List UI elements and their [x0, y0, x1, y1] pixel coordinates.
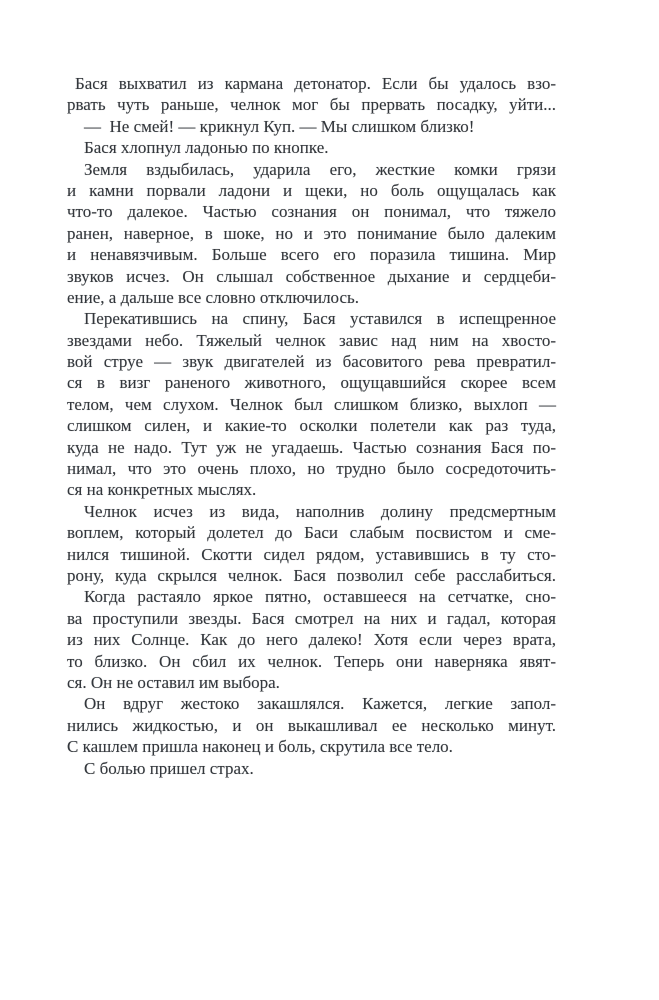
text-line: С кашлем пришла наконец и боль, скрутила все тело. [67, 737, 453, 757]
text-line: Он вдруг жестоко закашлялся. Кажется, легкие запол- [84, 694, 556, 714]
text-line: то близко. Он сбил их челнок. Теперь они наверняка явят- [67, 651, 556, 671]
text-line: звездами небо. Тяжелый челнок завис над ним на хвосто- [67, 330, 556, 350]
text-line: нимал, что это очень плохо, но трудно было сосредоточить- [67, 459, 556, 479]
text-line: ся на конкретных мыслях. [67, 480, 257, 500]
text-line: и ненавязчивым. Больше всего его поразила тишина. Мир [67, 245, 556, 265]
text-line: воплем, который долетел до Баси слабым посвистом и сме- [67, 523, 556, 543]
text-line: Челнок исчез из вида, наполнив долину предсмертным [84, 501, 556, 521]
text-line: нился тишиной. Скотти сидел рядом, уставившись в ту сто- [67, 544, 556, 564]
text-line: слишком силен, и какие-то осколки полетели как раз туда, [67, 416, 556, 436]
text-line: ранен, наверное, в шоке, но и это понимание было далеким [67, 223, 556, 243]
text-line: что-то далекое. Частью сознания он понимал, что тяжело [67, 202, 556, 222]
text-line: Бася выхватил из кармана детонатор. Если бы удалось взо- [75, 74, 556, 93]
text-line: телом, чем слухом. Челнок был слишком близко, выхлоп — [67, 394, 556, 414]
text-line: рвать чуть раньше, челнок мог бы прервать посадку, уйти... [67, 95, 556, 115]
text-line: куда не надо. Тут уж не угадаешь. Частью сознания Бася по- [67, 437, 556, 457]
text-line: из них Солнце. Как до него далеко! Хотя если через врата, [67, 630, 556, 650]
text-line: — Не смей! — крикнул Куп. — Мы слишком близко! [84, 116, 475, 136]
text-line: ва проступили звезды. Бася смотрел на них и гадал, которая [67, 608, 556, 628]
text-line: С болью пришел страх. [84, 758, 254, 778]
text-line: ение, а дальше все словно отключилось. [67, 287, 360, 307]
text-line: ся. Он не оставил им выбора. [67, 672, 280, 692]
text-line: Бася хлопнул ладонью по кнопке. [84, 138, 329, 158]
text-line: и камни порвали ладони и щеки, но боль ощущалась как [67, 180, 556, 200]
page-text-column [67, 73, 556, 779]
text-line: звуков исчез. Он слышал собственное дыхание и сердцеби- [67, 266, 556, 286]
text-line: ся в визг раненого животного, ощущавшийся скорее всем [67, 373, 556, 393]
text-line: вой струе — звук двигателей из басовитого рева превратил- [67, 352, 556, 372]
text-line: нились жидкостью, и он выкашливал ее несколько минут. [67, 715, 556, 735]
text-line: рону, куда скрылся челнок. Бася позволил себе расслабиться. [67, 565, 556, 585]
text-line: Когда растаяло яркое пятно, оставшееся на сетчатке, сно- [84, 587, 556, 607]
text-line: Земля вздыбилась, ударила его, жесткие комки грязи [84, 159, 556, 179]
text-line: Перекатившись на спину, Бася уставился в испещренное [84, 309, 556, 329]
